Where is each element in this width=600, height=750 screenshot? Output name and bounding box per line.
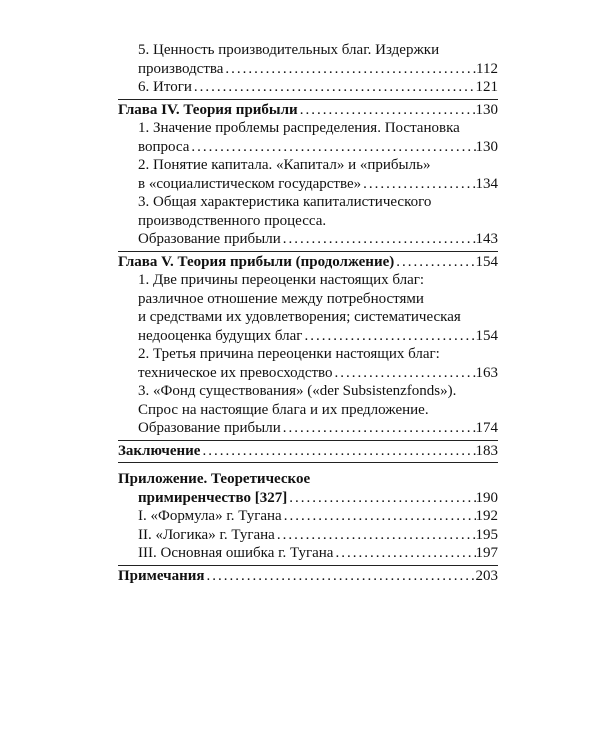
toc-entry-text: 2. Понятие капитала. «Капитал» и «прибыль»: [138, 157, 431, 173]
toc-conclusion-heading[interactable]: [118, 442, 498, 461]
toc-entry-text: 6. Итоги: [138, 79, 192, 95]
dot-leader: [275, 526, 476, 545]
dot-leader: [223, 60, 476, 79]
page-number: 130: [475, 138, 498, 155]
toc-entry-technical-superiority[interactable]: [118, 364, 498, 383]
appendix-title: Приложение. Теоретическое: [118, 471, 311, 487]
toc-entry-main-error[interactable]: [118, 544, 498, 563]
toc-entry-text: 5. Ценность производительных благ. Издержки: [138, 42, 440, 58]
dot-leader: [282, 507, 476, 526]
page-number: 174: [475, 420, 498, 436]
toc-entry-logic[interactable]: [118, 526, 498, 545]
dot-leader: [189, 138, 475, 157]
page-number: 130: [475, 101, 498, 118]
toc-entry-text: III. Основная ошибка г. Тугана: [138, 545, 334, 561]
toc-entry-text: 3. Общая характеристика капиталистического: [138, 194, 432, 210]
toc-appendix-heading[interactable]: [118, 489, 498, 508]
toc-chapter-4-heading[interactable]: [118, 101, 498, 120]
toc-block-appendix: [118, 469, 498, 566]
dot-leader: [200, 442, 475, 461]
page-number: 154: [475, 327, 498, 344]
dot-leader: [281, 230, 476, 249]
toc-entry-production-costs[interactable]: [118, 60, 498, 79]
toc-entry-text: 2. Третья причина переоценки настоящих благ:: [138, 346, 440, 362]
dot-leader: [333, 544, 475, 563]
toc-entry-distribution-problem[interactable]: [118, 138, 498, 157]
page-number: 203: [475, 567, 498, 584]
toc-entry-text: I. «Формула» г. Тугана: [138, 508, 282, 524]
dot-leader: [333, 364, 476, 383]
table-of-contents: [118, 40, 498, 587]
toc-entry-text: различное отношение между потребностями: [138, 290, 424, 307]
toc-entry-text: в «социалистическом государстве»: [138, 175, 362, 192]
toc-block-previous-chapter: [118, 40, 498, 100]
dot-leader: [287, 489, 475, 508]
chapter-title: примиренчество [327]: [138, 489, 288, 506]
toc-entry-text: 1. Значение проблемы распределения. Постановка: [138, 120, 460, 136]
toc-block-chapter-4: [118, 100, 498, 252]
toc-entry-subsistence-fund[interactable]: [118, 419, 498, 438]
toc-notes-heading[interactable]: [118, 567, 498, 586]
toc-entry-text: 3. «Фонд существования» («der Subsistenzfonds»).: [138, 383, 457, 399]
chapter-title: Примечания: [118, 567, 205, 584]
toc-entry-text: 1. Две причины переоценки настоящих благ:: [138, 272, 425, 288]
dot-leader: [192, 78, 476, 97]
dot-leader: [394, 253, 475, 272]
toc-entry-text: Образование прибыли: [138, 231, 281, 247]
page-number: 154: [475, 253, 498, 270]
toc-entry-formula[interactable]: [118, 507, 498, 526]
page-number: 197: [475, 545, 498, 561]
dot-leader: [205, 567, 476, 586]
chapter-title: Заключение: [118, 442, 201, 459]
dot-leader: [361, 175, 475, 194]
toc-entry-text: Образование прибыли: [138, 420, 281, 436]
toc-block-notes: [118, 566, 498, 588]
page-number: 121: [475, 79, 498, 95]
toc-entry-text: и средствами их удовлетворения; систематическая: [138, 309, 461, 325]
toc-block-chapter-5: [118, 252, 498, 441]
toc-entry-text: производства: [138, 60, 224, 77]
dot-leader: [298, 101, 476, 120]
toc-entry-profit-formation[interactable]: [118, 230, 498, 249]
toc-entry-text: Спрос на настоящие блага и их предложение.: [138, 401, 429, 418]
page-number: 192: [475, 508, 498, 524]
dot-leader: [281, 419, 476, 438]
toc-block-conclusion: [118, 441, 498, 464]
dot-leader: [302, 327, 475, 346]
chapter-title: Глава IV. Теория прибыли: [118, 101, 298, 118]
toc-entry-capital-concept[interactable]: [118, 175, 498, 194]
page-number: 163: [475, 364, 498, 381]
toc-chapter-5-heading[interactable]: [118, 253, 498, 272]
page-number: 134: [475, 175, 498, 192]
toc-entry-future-goods[interactable]: [118, 327, 498, 346]
page-number: 190: [475, 489, 498, 506]
chapter-title: Глава V. Теория прибыли (продолжение): [118, 253, 395, 270]
page-number: 195: [475, 526, 498, 543]
toc-entry-text: вопроса: [138, 138, 190, 155]
toc-entry-results[interactable]: [118, 78, 498, 97]
toc-entry-text: недооценка будущих благ: [138, 327, 303, 344]
toc-entry-text: производственного процесса.: [138, 212, 327, 229]
page-number: 183: [475, 442, 498, 459]
toc-entry-text: техническое их превосходство: [138, 364, 333, 381]
page-number: 143: [475, 231, 498, 247]
page-number: 112: [476, 60, 498, 77]
toc-entry-text: II. «Логика» г. Тугана: [138, 526, 275, 543]
